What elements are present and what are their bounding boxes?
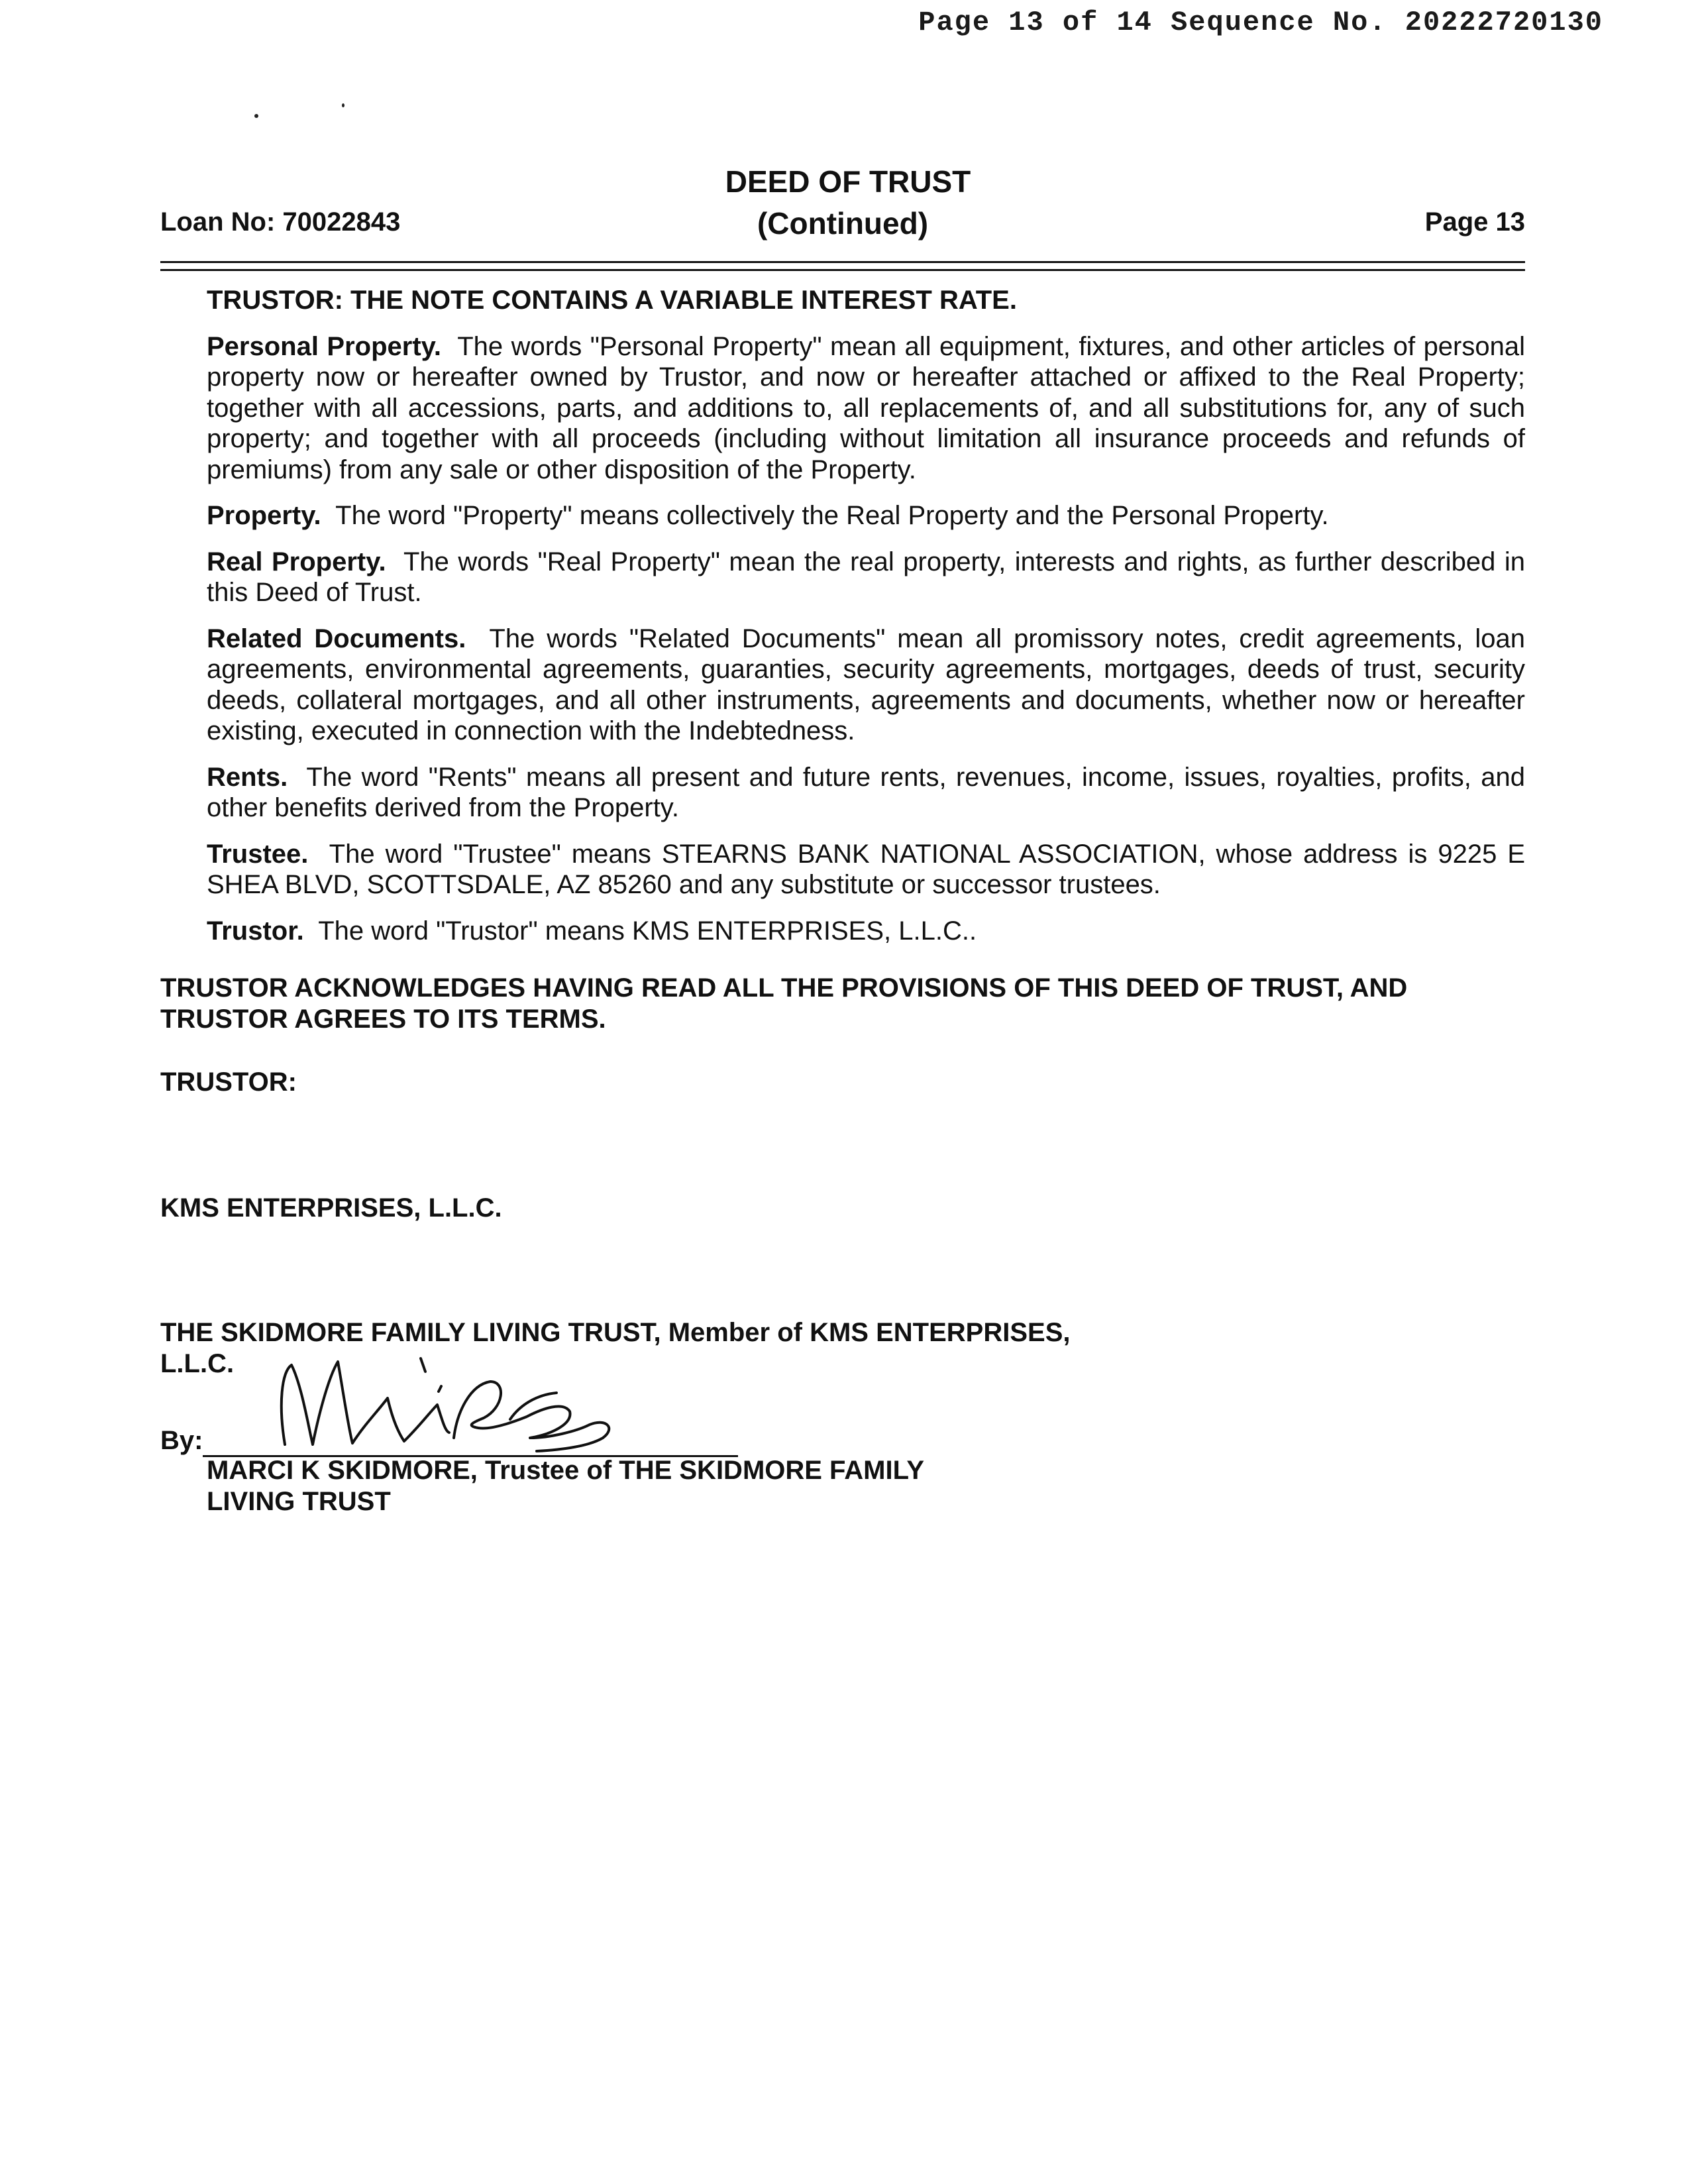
header-rule-top <box>160 261 1525 263</box>
definitions-section <box>207 285 1525 961</box>
trustor-label: TRUSTOR: <box>160 1067 297 1097</box>
acknowledgement: TRUSTOR ACKNOWLEDGES HAVING READ ALL THE PROVISIONS OF THIS DEED OF TRUST, AND TRUSTOR AGREES TO ITS TERMS. <box>160 973 1408 1034</box>
header-row <box>160 201 1525 241</box>
definition-trustor: Trustor. The word "Trustor" means KMS ENTERPRISES, L.L.C.. <box>207 916 977 946</box>
variable-rate-notice: TRUSTOR: THE NOTE CONTAINS A VARIABLE INTEREST RATE. <box>207 286 1017 315</box>
definition-personal-property: Personal Property. The words "Personal Property" mean all equipment, fixtures, and other articles of personal property now or hereafter owned by Trustor, and now or hereafter attached or affixed to the Real Property; together with all accessions, parts, and additions to, all replacements of, and all substitutions for, any of such property; and together with all proceeds (including without limitation all insurance proceeds and refunds of premiums) from any sale or other disposition of the Property. <box>207 331 1526 484</box>
definition-related-documents: Related Documents. The words "Related Documents" mean all promissory notes, credit agreements, loan agreements, environmental agreements, guaranties, security agreements, mortgages, deeds of trust, security deeds, collateral mortgages, and all other instruments, agreements and documents, whether now or hereafter existing, executed in connection with the Indebtedness. <box>207 624 1525 745</box>
definition-property: Property. The word "Property" means collectively the Real Property and the Personal Property. <box>207 501 1329 530</box>
by-label: By: <box>160 1426 203 1455</box>
continued-label: (Continued) <box>757 206 929 241</box>
header-rule-bottom <box>160 269 1525 271</box>
recording-stamp: Page 13 of 14 Sequence No. 20222720130 <box>918 7 1603 38</box>
scan-speck <box>254 114 258 118</box>
definition-real-property: Real Property. The words "Real Property" mean the real property, interests and rights, as further described in this Deed of Trust. <box>207 547 1525 607</box>
signer-name: MARCI K SKIDMORE, Trustee of THE SKIDMORE FAMILY LIVING TRUST <box>207 1456 924 1516</box>
document-title: DEED OF TRUST <box>725 164 971 199</box>
scan-speck <box>342 103 344 107</box>
definition-trustee: Trustee. The word "Trustee" means STEARNS BANK NATIONAL ASSOCIATION, whose address is 9225 E SHEA BLVD, SCOTTSDALE, AZ 85260 and any substitute or successor trustees. <box>207 839 1525 899</box>
member-name: THE SKIDMORE FAMILY LIVING TRUST, Member of KMS ENTERPRISES, L.L.C. <box>160 1318 1071 1378</box>
loan-number: Loan No: 70022843 <box>160 207 401 237</box>
entity-name: KMS ENTERPRISES, L.L.C. <box>160 1193 502 1223</box>
definition-rents: Rents. The word "Rents" means all present and future rents, revenues, income, issues, royalties, profits, and other benefits derived from the Property. <box>207 762 1525 822</box>
page-number: Page 13 <box>1424 207 1525 237</box>
